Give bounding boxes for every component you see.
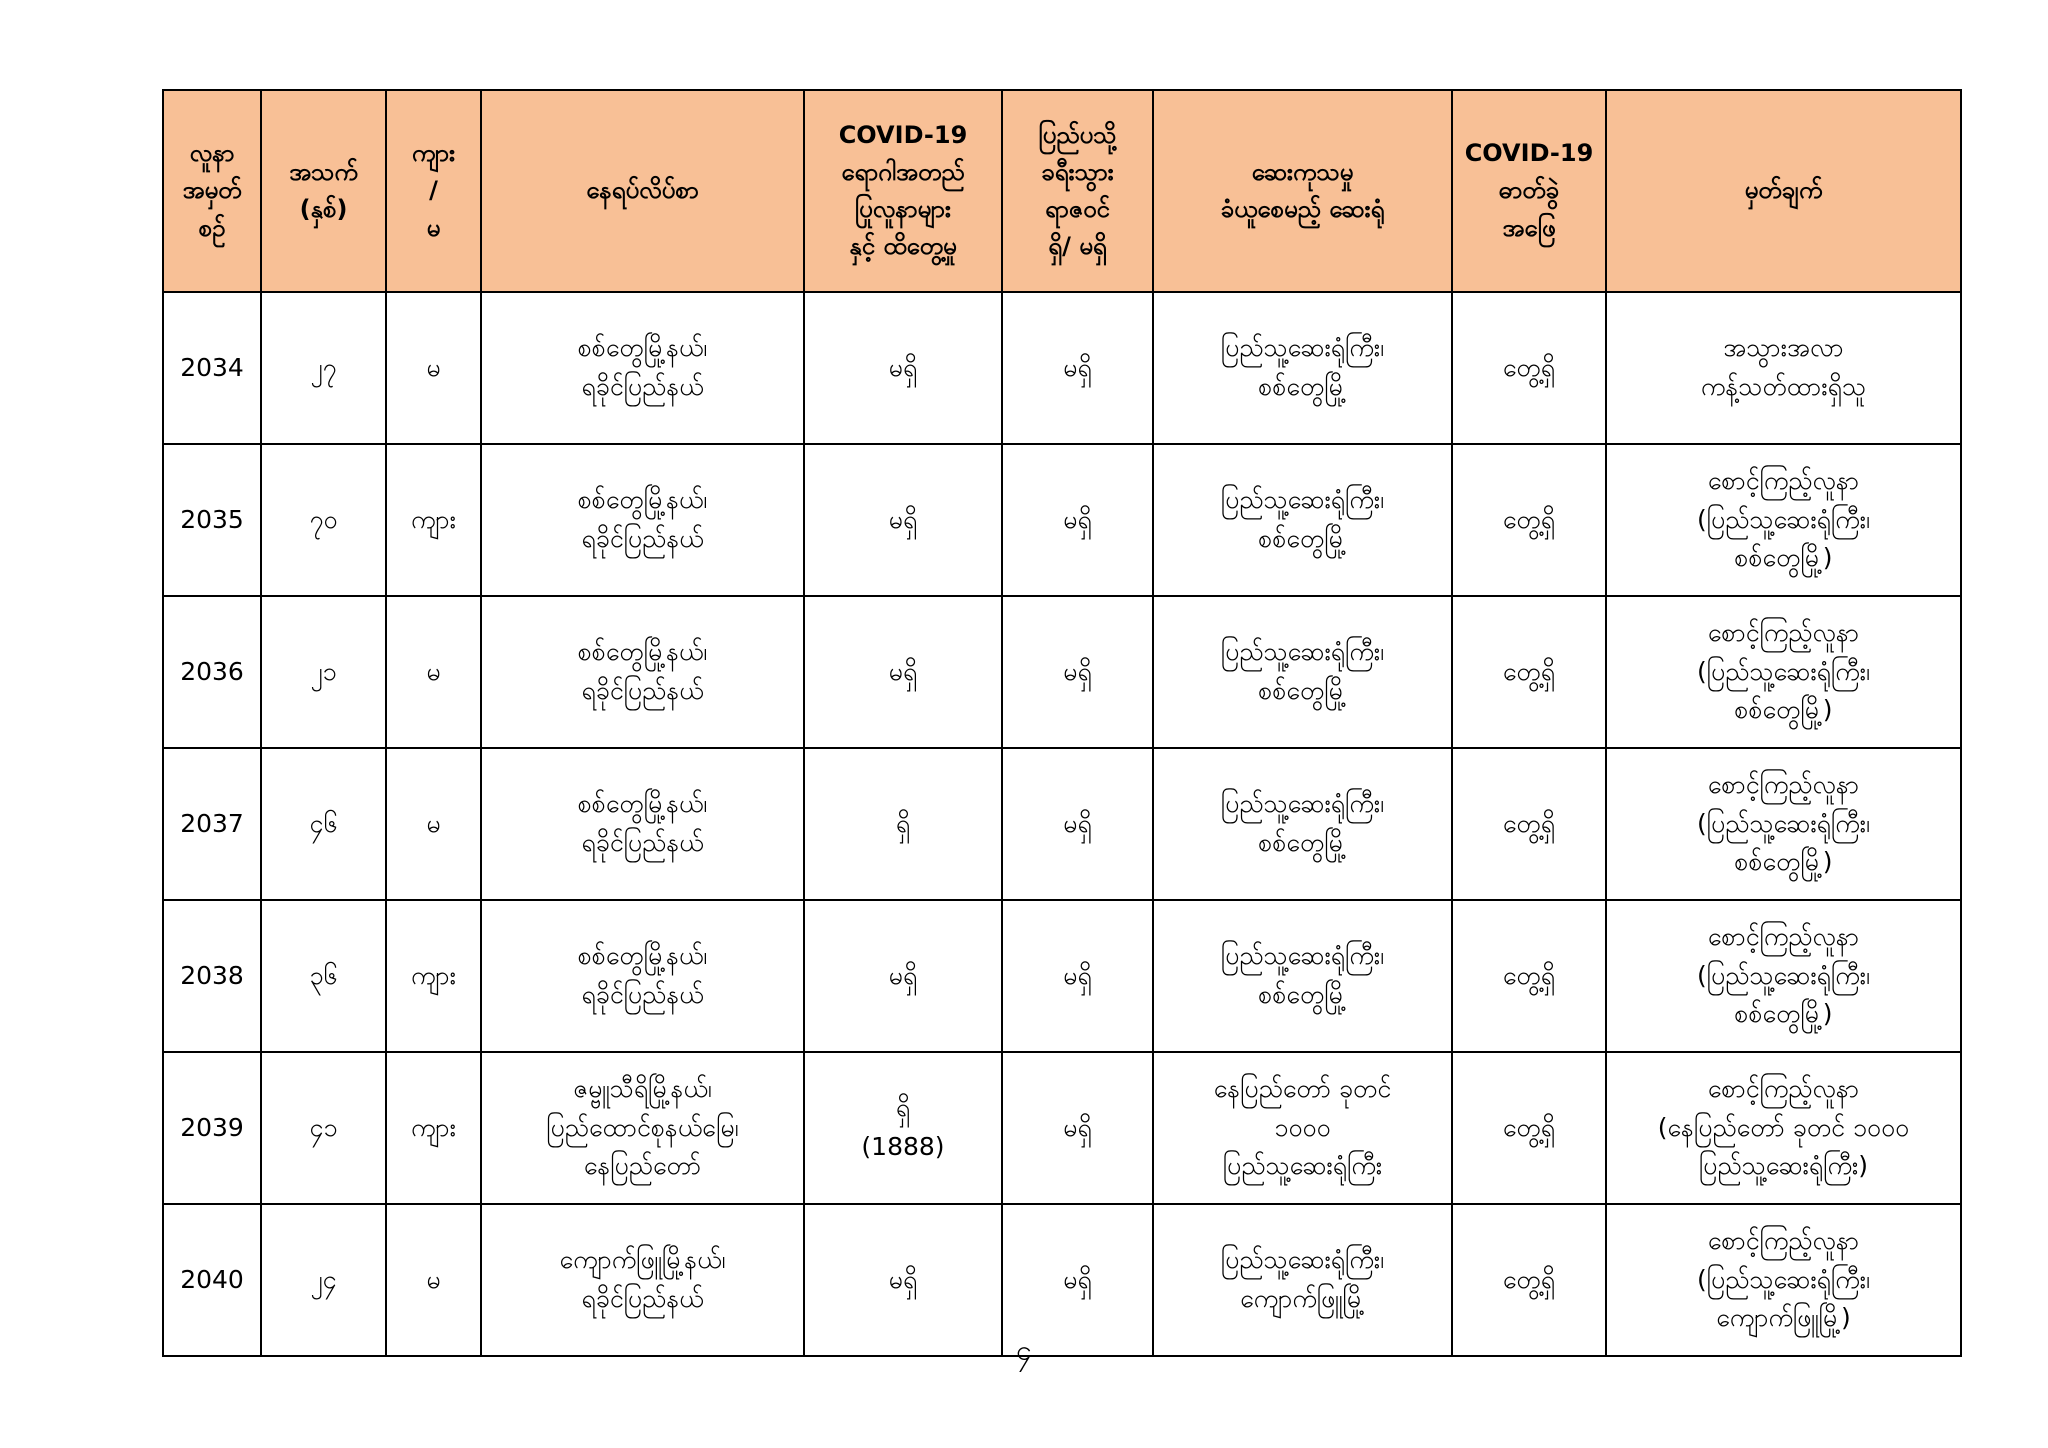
age-cell [261,292,386,444]
cell-text-line: ၇၀ [309,504,338,534]
cell-text-line: စစ်တွေမြို့နယ်၊ [577,637,708,667]
cell-text-line: မရှိ [1063,1264,1092,1294]
cell-text-line: ရခိုင်ပြည်နယ် [581,372,704,401]
cell-text-line: ၄၁ [309,1112,338,1142]
cell-text-line: ကန့်သတ်ထားရှိသူ [1700,372,1867,401]
cell-text-line: 2037 [180,808,244,838]
lab-result-cell [1452,900,1606,1052]
travel-history-cell [1002,900,1153,1052]
cell-text-line: ၂၇ [310,352,337,382]
cell-text-line: ၄၆ [309,808,338,838]
cell-text-line: အသွားအလာ [1723,333,1844,363]
sex-cell [386,596,481,748]
cell-text-line: မရှိ [1063,504,1092,534]
cell-text-line: 2038 [180,960,244,990]
remarks-cell [1606,444,1961,596]
cell-text-line: (နေပြည်တော် ခုတင် ၁၀၀၀ [1657,1112,1910,1142]
cell-text-line: (ပြည်သူ့ဆေးရုံကြီး၊ [1697,504,1870,534]
age-cell [261,748,386,900]
cell-text-line: ရခိုင်ပြည်နယ် [581,980,704,1009]
lab-result-cell [1452,1052,1606,1204]
cell-text-line: ရခိုင်ပြည်နယ် [581,1284,704,1313]
address-cell [481,900,804,1052]
table-row [163,444,1961,596]
age-cell [261,596,386,748]
cell-text-line: ၂၄ [310,1264,337,1294]
cell-text-line: တွေ့ရှိ [1502,960,1556,990]
cell-text-line: (ပြည်သူ့ဆေးရုံကြီး၊ [1697,960,1870,990]
cell-text-line: (ပြည်သူ့ဆေးရုံကြီး၊ [1697,656,1870,686]
cell-text-line: ၁၀၀၀ [1274,1112,1331,1142]
header-cell-lab-result: COVID-19 ဓာတ်ခွဲ အဖြေ [1452,90,1606,292]
travel-history-cell [1002,596,1153,748]
age-cell [261,1052,386,1204]
cell-text-line: တွေ့ရှိ [1502,1112,1556,1142]
hospital-cell [1153,900,1452,1052]
age-cell [261,444,386,596]
cell-text-line: ပြည်ထောင်စုနယ်မြေ၊ [546,1112,739,1142]
header-cell-travel-history: ပြည်ပသို့ ခရီးသွား ရာဇဝင် ရှိ/ မရှိ [1002,90,1153,292]
cell-text-line: စစ်တွေမြို့ [1258,524,1347,553]
cell-text-line: ကျား [410,504,457,534]
header-cell-remarks: မှတ်ချက် [1606,90,1961,292]
patient-number-cell [163,748,261,900]
cell-text-line: တွေ့ရှိ [1502,656,1556,686]
contact-history-cell [804,900,1002,1052]
table-row [163,900,1961,1052]
cell-text-line: ကျောက်ဖြူမြို့ [1240,1284,1365,1313]
address-cell [481,444,804,596]
sex-cell [386,748,481,900]
cell-text-line: မရှိ [888,352,918,382]
address-cell [481,1052,804,1204]
lab-result-cell [1452,444,1606,596]
cell-text-line: စောင့်ကြည့်လူနာ [1707,1073,1860,1103]
cell-text-line: ရှိ [895,808,911,838]
cell-text-line: ကျား [410,1112,457,1142]
sex-cell [386,900,481,1052]
address-cell [481,596,804,748]
remarks-cell [1606,292,1961,444]
table-row [163,292,1961,444]
cell-text-line: ရခိုင်ပြည်နယ် [581,524,704,553]
cell-text-line: စစ်တွေမြို့ [1258,676,1347,705]
hospital-cell [1153,748,1452,900]
travel-history-cell [1002,1052,1153,1204]
patient-number-cell [163,444,261,596]
contact-history-cell [804,748,1002,900]
cell-text-line: (ပြည်သူ့ဆေးရုံကြီး၊ [1697,808,1870,838]
header-cell-address: နေရပ်လိပ်စာ [481,90,804,292]
cell-text-line: စောင့်ကြည့်လူနာ [1707,769,1860,799]
cell-text-line: စစ်တွေမြို့နယ်၊ [577,941,708,971]
cell-text-line: မ [426,808,441,838]
cell-text-line: ရှိ [895,1093,911,1123]
cell-text-line: ပြည်သူ့ဆေးရုံကြီး၊ [1220,1245,1385,1275]
cell-text-line: မရှိ [888,504,918,534]
cell-text-line: တွေ့ရှိ [1502,808,1556,838]
cell-text-line: ပြည်သူ့ဆေးရုံကြီး၊ [1220,941,1385,971]
cell-text-line: ပြည်သူ့ဆေးရုံကြီး၊ [1220,333,1385,363]
address-cell [481,292,804,444]
address-cell [481,748,804,900]
hospital-cell [1153,292,1452,444]
cell-text-line: မရှိ [888,960,918,990]
cell-text-line: စစ်တွေမြို့) [1734,999,1833,1029]
patient-number-cell [163,596,261,748]
hospital-cell [1153,444,1452,596]
cell-text-line: မရှိ [1063,352,1092,382]
travel-history-cell [1002,444,1153,596]
cell-text-line: နေပြည်တော် [583,1151,702,1181]
cell-text-line: စောင့်ကြည့်လူနာ [1707,921,1860,951]
cell-text-line: ကျောက်ဖြူမြို့) [1716,1303,1851,1333]
cell-text-line: မရှိ [1063,1112,1092,1142]
cell-text-line: စောင့်ကြည့်လူနာ [1707,1225,1860,1255]
cell-text-line: 2035 [180,504,244,534]
cell-text-line: စစ်တွေမြို့နယ်၊ [577,789,708,819]
cell-text-line: မရှိ [1063,656,1092,686]
cell-text-line: ရခိုင်ပြည်နယ် [581,828,704,857]
cell-text-line: 2039 [180,1112,244,1142]
cell-text-line: ပြည်သူ့ဆေးရုံကြီး [1222,1151,1383,1181]
contact-history-cell [804,292,1002,444]
cell-text-line: မ [426,1264,441,1294]
cell-text-line: တွေ့ရှိ [1502,504,1556,534]
cell-text-line: မရှိ [888,656,918,686]
cell-text-line: ကျား [410,960,457,990]
cell-text-line: 2040 [180,1264,244,1294]
sex-cell [386,444,481,596]
table-row [163,596,1961,748]
cell-text-line: စစ်တွေမြို့) [1734,543,1833,573]
cell-text-line: စစ်တွေမြို့) [1734,847,1833,877]
lab-result-cell [1452,596,1606,748]
cell-text-line: ၂၁ [310,656,337,686]
patient-number-cell [163,292,261,444]
cell-text-line: မ [426,656,441,686]
travel-history-cell [1002,292,1153,444]
lab-result-cell [1452,292,1606,444]
header-row [163,90,1961,292]
header-cell-treatment-hospital: ဆေးကုသမှု ခံယူစေမည့် ဆေးရုံ [1153,90,1452,292]
cell-text-line: မရှိ [1063,808,1092,838]
cell-text-line: စစ်တွေမြို့ [1258,828,1347,857]
page-number: ၄ [1016,1334,1032,1367]
cell-text-line: မရှိ [1063,960,1092,990]
cell-text-line: စစ်တွေမြို့နယ်၊ [577,333,708,363]
remarks-cell [1606,596,1961,748]
remarks-cell [1606,900,1961,1052]
sex-cell [386,1052,481,1204]
cell-text-line: စောင့်ကြည့်လူနာ [1707,617,1860,647]
cell-text-line: စစ်တွေမြို့ [1258,372,1347,401]
cell-text-line: ပြည်သူ့ဆေးရုံကြီး၊ [1220,485,1385,515]
cell-text-line: စစ်တွေမြို့နယ်၊ [577,485,708,515]
cell-text-line: 2034 [180,352,244,382]
remarks-cell [1606,1052,1961,1204]
cell-text-line: စစ်တွေမြို့ [1258,980,1347,1009]
cell-text-line: ရခိုင်ပြည်နယ် [581,676,704,705]
contact-history-cell [804,596,1002,748]
case-table [162,89,1962,1357]
header-cell-sex: ကျား / မ [386,90,481,292]
age-cell [261,900,386,1052]
patient-number-cell [163,1052,261,1204]
cell-text-line: ကျောက်ဖြူမြို့နယ်၊ [559,1245,726,1275]
cell-text-line: (ပြည်သူ့ဆေးရုံကြီး၊ [1697,1264,1870,1294]
cell-text-line: ၃၆ [309,960,338,990]
cell-text-line: တွေ့ရှိ [1502,1264,1556,1294]
remarks-cell [1606,748,1961,900]
case-table-body [163,292,1961,1356]
cell-text-line: စောင့်ကြည့်လူနာ [1707,465,1860,495]
cell-text-line: မ [426,352,441,382]
hospital-cell [1153,1052,1452,1204]
cell-text-line: စစ်တွေမြို့) [1734,695,1833,725]
cell-text-line: ပြည်သူ့ဆေးရုံကြီး၊ [1220,637,1385,667]
patient-number-cell [163,900,261,1052]
cell-text-line: တွေ့ရှိ [1502,352,1556,382]
cell-text-line: ဇမ္ဗူသီရိမြို့နယ်၊ [573,1073,712,1103]
header-cell-age: အသက် (နှစ်) [261,90,386,292]
header-cell-patient-number: လူနာ အမှတ် စဉ် [163,90,261,292]
contact-history-cell [804,444,1002,596]
table-row [163,748,1961,900]
cell-text-line: နေပြည်တော် ခုတင် [1213,1073,1392,1103]
sex-cell [386,292,481,444]
cell-text-line: 2036 [180,656,244,686]
contact-history-cell [804,1052,1002,1204]
travel-history-cell [1002,748,1153,900]
hospital-cell [1153,596,1452,748]
cell-text-line: မရှိ [888,1264,918,1294]
header-cell-contact-history: COVID-19 ရောဂါအတည် ပြုလူနာများ နှင့် ထိတွေ့မှု [804,90,1002,292]
cell-text-line: ပြည်သူ့ဆေးရုံကြီး) [1698,1151,1869,1181]
lab-result-cell [1452,748,1606,900]
cell-text-line: ပြည်သူ့ဆေးရုံကြီး၊ [1220,789,1385,819]
cell-text-line: (1888) [861,1132,945,1161]
table-row [163,1052,1961,1204]
